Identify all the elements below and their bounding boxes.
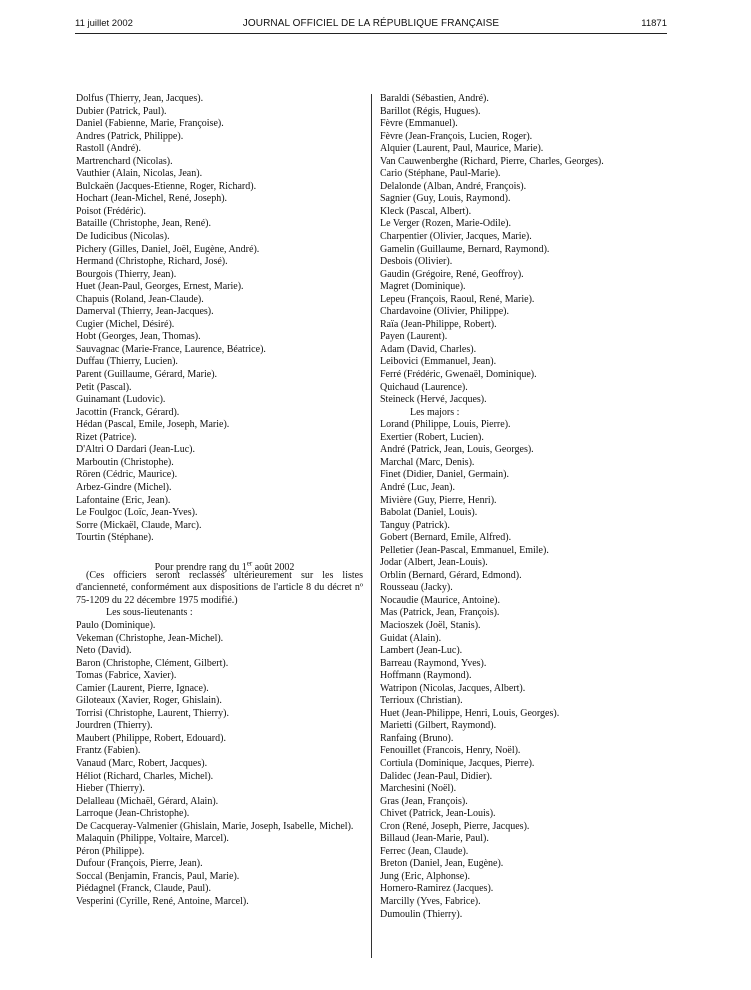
list-item: Finet (Didier, Daniel, Germain).	[380, 469, 510, 481]
left-column	[76, 93, 363, 909]
list-item: Sorre (Mickaël, Claude, Marc).	[76, 519, 202, 531]
list-item: Sagnier (Guy, Louis, Raymond).	[380, 193, 511, 205]
list-item: Bataille (Christophe, Jean, René).	[76, 218, 211, 230]
list-item: Giloteaux (Xavier, Roger, Ghislain).	[76, 695, 222, 707]
list-item: Parent (Guillaume, Gérard, Marie).	[76, 369, 218, 381]
list-item: Poisot (Frédéric).	[76, 205, 146, 217]
list-item: Péron (Philippe).	[76, 845, 145, 857]
list-item: Charpentier (Olivier, Jacques, Marie).	[380, 231, 532, 243]
list-item: Breton (Daniel, Jean, Eugène).	[380, 858, 504, 870]
list-item: Gobert (Bernard, Emile, Alfred).	[380, 532, 512, 544]
list-item: Marchal (Marc, Denis).	[380, 456, 475, 468]
list-item: Camier (Laurent, Pierre, Ignace).	[76, 682, 209, 694]
list-item: Hermand (Christophe, Richard, José).	[76, 256, 228, 268]
list-item: Tomas (Fabrice, Xavier).	[76, 670, 177, 682]
list-item: Martrenchard (Nicolas).	[76, 155, 173, 167]
list-item: Jourdren (Thierry).	[76, 720, 153, 732]
list-item: Alquier (Laurent, Paul, Maurice, Marie).	[380, 143, 544, 155]
column-divider	[371, 94, 372, 958]
list-item: Daniel (Fabienne, Marie, Françoise).	[76, 118, 224, 130]
list-item: Hochart (Jean-Michel, René, Joseph).	[76, 193, 228, 205]
list-item: Marietti (Gilbert, Raymond).	[380, 720, 497, 732]
list-item: Hobt (Georges, Jean, Thomas).	[76, 331, 201, 343]
list-item: Pelletier (Jean-Pascal, Emmanuel, Emile).	[380, 544, 549, 556]
list-item: Ranfaing (Bruno).	[380, 732, 454, 744]
list-item: Gaudin (Grégoire, René, Geoffroy).	[380, 268, 524, 280]
list-item: Magret (Dominique).	[380, 281, 466, 293]
list-item: Quichaud (Laurence).	[380, 381, 468, 393]
section-heading	[76, 557, 363, 573]
list-item: Fèvre (Emmanuel).	[380, 118, 458, 130]
list-item: Bulckaën (Jacques-Etienne, Roger, Richard).	[76, 180, 257, 192]
list-item: Bourgois (Thierry, Jean).	[76, 268, 177, 280]
list-item: Mas (Patrick, Jean, François).	[380, 607, 500, 619]
list-item: André (Luc, Jean).	[380, 481, 455, 493]
list-item: Hieber (Thierry).	[76, 783, 145, 795]
list-item: De Cacqueray-Valmenier (Ghislain, Marie, Joseph, Isabelle, Michel).	[76, 820, 354, 832]
list-item: De Iudicibus (Nicolas).	[76, 231, 170, 243]
list-item: Frantz (Fabien).	[76, 745, 141, 757]
list-item: Cron (René, Joseph, Pierre, Jacques).	[380, 820, 530, 832]
list-item: Paulo (Dominique).	[76, 619, 156, 631]
list-item: Le Verger (Rozen, Marie-Odile).	[380, 218, 511, 230]
list-item: Rören (Cédric, Maurice).	[76, 469, 178, 481]
list-item: Leibovici (Emmanuel, Jean).	[380, 356, 497, 368]
section-note: (Ces officiers seront reclassés ultérieurement sur les listes d'ancienneté, conformément aux dispositions de l'article 8 du décret nº 75-1209 du 22 décembre 1975 modifié.)	[76, 569, 363, 606]
list-item: Dufour (François, Pierre, Jean).	[76, 858, 203, 870]
list-item: Hoffmann (Raymond).	[380, 670, 472, 682]
list-item: Maubert (Philippe, Robert, Edouard).	[76, 732, 226, 744]
list-item: Adam (David, Charles).	[380, 343, 477, 355]
list-item: D'Altri O Dardari (Jean-Luc).	[76, 444, 195, 456]
list-item: Babolat (Daniel, Louis).	[380, 507, 478, 519]
list-item: Rastoll (André).	[76, 143, 141, 155]
list-item: Gamelin (Guillaume, Bernard, Raymond).	[380, 243, 550, 255]
list-item: Dalidec (Jean-Paul, Didier).	[380, 770, 493, 782]
list-item: Andres (Patrick, Philippe).	[76, 130, 184, 142]
list-item: Chardavoine (Olivier, Philippe).	[380, 306, 510, 318]
list-item: Fenouillet (Francois, Henry, Noël).	[380, 745, 521, 757]
list-item: Delalonde (Alban, André, François).	[380, 180, 527, 192]
list-item: Baron (Christophe, Clément, Gilbert).	[76, 657, 229, 669]
list-item: Billaud (Jean-Marie, Paul).	[380, 833, 489, 845]
list-item: Huet (Jean-Philippe, Henri, Louis, Georges).	[380, 707, 560, 719]
list-item: Vanaud (Marc, Robert, Jacques).	[76, 757, 208, 769]
list-item: Guidat (Alain).	[380, 632, 442, 644]
subheading-sous-lieutenants: Les sous-lieutenants :	[106, 607, 193, 619]
list-item: Marboutin (Christophe).	[76, 456, 174, 468]
list-item: Fèvre (Jean-François, Lucien, Roger).	[380, 130, 533, 142]
list-item: Pichery (Gilles, Daniel, Joël, Eugène, André).	[76, 243, 260, 255]
list-item: Rousseau (Jacky).	[380, 582, 453, 594]
sous-lieutenants-list-continued	[76, 833, 363, 908]
list-item: Jacottin (Franck, Gérard).	[76, 406, 180, 418]
list-item: Neto (David).	[76, 645, 132, 657]
list-item: Lorand (Philippe, Louis, Pierre).	[380, 419, 511, 431]
list-item: Marcilly (Yves, Fabrice).	[380, 896, 481, 907]
list-item: Lambert (Jean-Luc).	[380, 645, 463, 657]
list-item: André (Patrick, Jean, Louis, Georges).	[380, 444, 534, 456]
list-item: Tourtin (Stéphane).	[76, 532, 154, 544]
list-item: Vauthier (Alain, Nicolas, Jean).	[76, 168, 203, 180]
list-item: Lepeu (François, Raoul, René, Marie).	[380, 293, 535, 305]
list-item: Barreau (Raymond, Yves).	[380, 657, 487, 669]
list-item: Duffau (Thierry, Lucien).	[76, 356, 178, 368]
page-header	[75, 17, 667, 31]
list-item: Desbois (Olivier).	[380, 256, 453, 268]
right-name-list	[380, 93, 667, 407]
list-item: Arbez-Gindre (Michel).	[76, 481, 172, 493]
list-item: Terrioux (Christian).	[380, 695, 463, 707]
list-item: Cugier (Michel, Désiré).	[76, 318, 175, 330]
list-item: Hédan (Pascal, Emile, Joseph, Marie).	[76, 419, 230, 431]
list-item: Gras (Jean, François).	[380, 795, 468, 807]
issue-date: 11 juillet 2002	[75, 18, 133, 29]
list-item: Exertier (Robert, Lucien).	[380, 431, 484, 443]
list-item: Payen (Laurent).	[380, 331, 448, 343]
journal-title: JOURNAL OFFICIEL DE LA RÉPUBLIQUE FRANÇAISE	[242, 18, 500, 29]
list-item: Dolfus (Thierry, Jean, Jacques).	[76, 93, 204, 104]
header-rule	[75, 33, 667, 34]
list-item: Macioszek (Joël, Stanis).	[380, 619, 481, 631]
left-name-list	[76, 93, 363, 545]
list-item: Héliot (Richard, Charles, Michel).	[76, 770, 214, 782]
list-item: Soccal (Benjamin, Francis, Paul, Marie).	[76, 870, 240, 882]
list-item: Cortiula (Dominique, Jacques, Pierre).	[380, 757, 535, 769]
list-item: Raïa (Jean-Philippe, Robert).	[380, 318, 497, 330]
list-item: Marchesini (Noël).	[380, 783, 457, 795]
sous-lieutenants-list	[76, 620, 363, 821]
list-item: Lafontaine (Eric, Jean).	[76, 494, 171, 506]
list-item: Barillot (Régis, Hugues).	[380, 105, 481, 117]
list-item: Le Foulgoc (Loïc, Jean-Yves).	[76, 507, 198, 519]
list-item: Ferrec (Jean, Claude).	[380, 845, 469, 857]
list-item: Chivet (Patrick, Jean-Louis).	[380, 808, 496, 820]
list-item: Guinamant (Ludovic).	[76, 394, 166, 406]
list-item: Vekeman (Christophe, Jean-Michel).	[76, 632, 224, 644]
list-item: Orblin (Bernard, Gérard, Edmond).	[380, 569, 522, 581]
list-item: Larroque (Jean-Christophe).	[76, 808, 190, 820]
list-item: Steineck (Hervé, Jacques).	[380, 394, 487, 406]
list-item: Cario (Stéphane, Paul-Marie).	[380, 168, 501, 180]
list-item: Vesperini (Cyrille, René, Antoine, Marcel).	[76, 896, 249, 907]
list-item: Watripon (Nicolas, Jacques, Albert).	[380, 682, 526, 694]
list-item: Huet (Jean-Paul, Georges, Ernest, Marie).	[76, 281, 244, 293]
majors-list	[380, 419, 667, 921]
list-item: Petit (Pascal).	[76, 381, 132, 393]
list-item: Malaquin (Philippe, Voltaire, Marcel).	[76, 833, 229, 845]
list-item: Nocaudie (Maurice, Antoine).	[380, 594, 500, 606]
right-column	[380, 93, 667, 921]
list-item: Kleck (Pascal, Albert).	[380, 205, 472, 217]
list-item: Piédagnel (Franck, Claude, Paul).	[76, 883, 211, 895]
list-item: Van Cauwenberghe (Richard, Pierre, Charles, Georges).	[380, 155, 604, 167]
list-item: Rizet (Patrice).	[76, 431, 137, 443]
list-item: Dumoulin (Thierry).	[380, 908, 463, 920]
list-item: Torrisi (Christophe, Laurent, Thierry).	[76, 707, 229, 719]
list-item: Baraldi (Sébastien, André).	[380, 93, 489, 104]
list-item: Sauvagnac (Marie-France, Laurence, Béatrice).	[76, 343, 266, 355]
list-item: Jodar (Albert, Jean-Louis).	[380, 557, 488, 569]
list-item: Damerval (Thierry, Jean-Jacques).	[76, 306, 214, 318]
list-item: Ferré (Frédéric, Gwenaël, Dominique).	[380, 369, 537, 381]
list-item: Chapuis (Roland, Jean-Claude).	[76, 293, 204, 305]
list-item: Dubier (Patrick, Paul).	[76, 105, 167, 117]
list-item: Tanguy (Patrick).	[380, 519, 450, 531]
page-number: 11871	[641, 18, 667, 29]
list-item: Delalleau (Michaël, Gérard, Alain).	[76, 795, 219, 807]
section-heading-text: Pour prendre rang du 1er août 2002	[154, 559, 295, 573]
subheading-majors: Les majors :	[410, 406, 460, 418]
list-item: Mivière (Guy, Pierre, Henri).	[380, 494, 497, 506]
list-item: Hornero-Ramirez (Jacques).	[380, 883, 494, 895]
list-item: Jung (Eric, Alphonse).	[380, 870, 470, 882]
